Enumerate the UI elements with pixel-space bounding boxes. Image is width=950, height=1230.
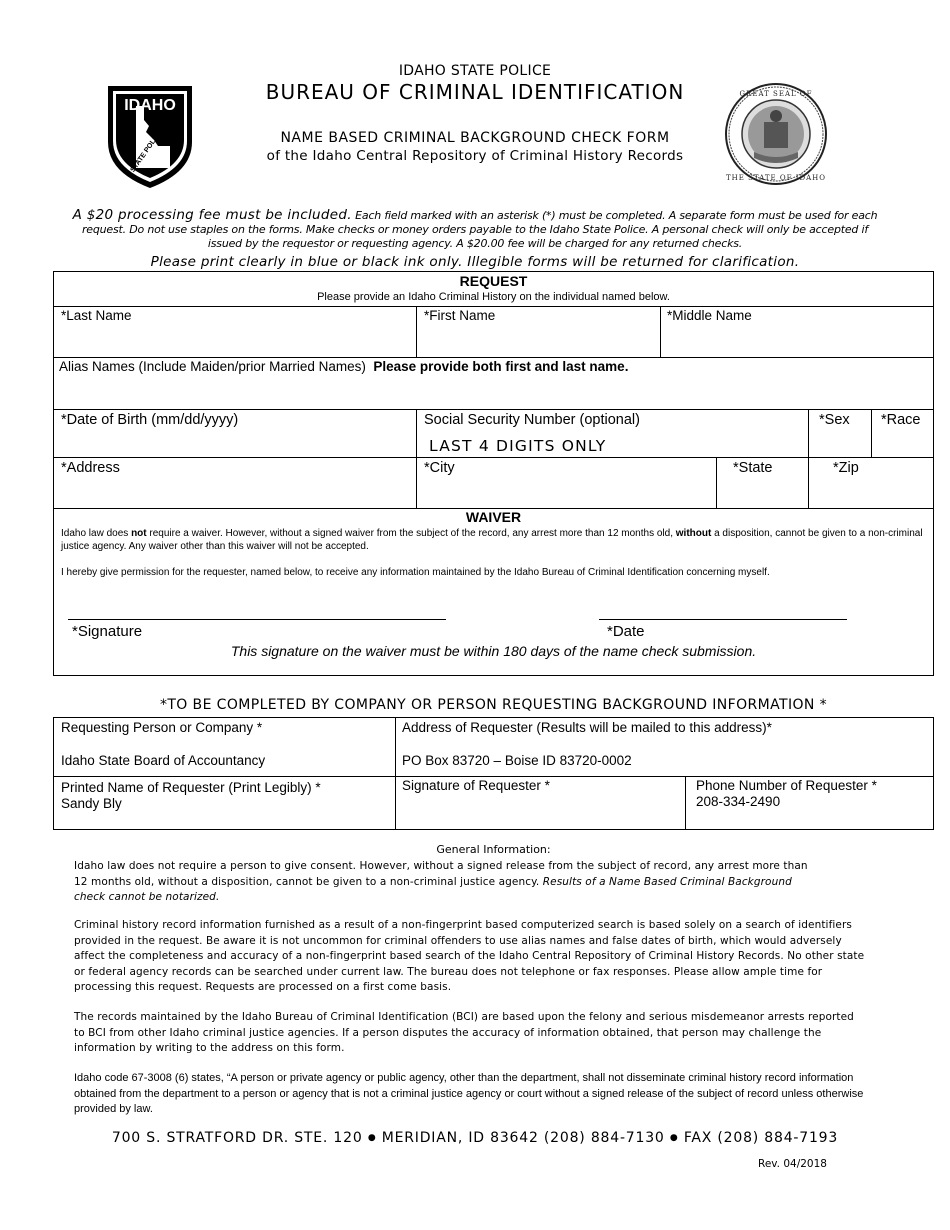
request-form-box [53, 271, 934, 676]
form-subtitle: of the Idaho Central Repository of Criminal History Records [266, 148, 684, 164]
fee-instructions [70, 208, 880, 251]
zip-field[interactable]: *Zip [833, 460, 859, 476]
bureau-title: BUREAU OF CRIMINAL IDENTIFICATION [265, 80, 685, 104]
state-field[interactable]: *State [733, 460, 773, 476]
waiver-paragraph-2: I hereby give permission for the requester, named below, to receive any information maintained by the Idaho Bureau of Criminal Identification concerning myself. [61, 567, 770, 578]
svg-text:THE STATE OF IDAHO: THE STATE OF IDAHO [726, 174, 826, 182]
requesting-company-value[interactable]: Idaho State Board of Accountancy [61, 753, 266, 768]
sex-field[interactable]: *Sex [819, 412, 850, 428]
footer-address-line [0, 1130, 950, 1146]
phone-label: Phone Number of Requester * [696, 778, 877, 793]
footer-fax: FAX (208) 884-7193 [683, 1130, 839, 1146]
signature-line[interactable] [68, 619, 446, 620]
ssn-note: LAST 4 DIGITS ONLY [429, 437, 607, 455]
requester-address-value[interactable]: PO Box 83720 – Boise ID 83720-0002 [402, 753, 632, 768]
address-field[interactable]: *Address [61, 460, 120, 476]
date-label: *Date [607, 623, 645, 640]
city-field[interactable]: *City [424, 460, 455, 476]
printed-name-label: Printed Name of Requester (Print Legibly) * [61, 780, 321, 795]
requester-address-label: Address of Requester (Results will be mailed to this address)* [402, 720, 772, 735]
footer-street: 700 S. STRATFORD DR. STE. 120 [111, 1130, 363, 1146]
print-note: Please print clearly in blue or black ink only. Illegible forms will be returned for clarification. [150, 254, 800, 270]
form-title: NAME BASED CRIMINAL BACKGROUND CHECK FORM [280, 130, 670, 146]
middle-name-field[interactable]: *Middle Name [667, 308, 752, 323]
isp-badge-logo [102, 80, 198, 190]
race-field[interactable]: *Race [881, 412, 921, 428]
waiver-title: WAIVER [465, 509, 522, 525]
general-text-italic: Results of a Name Based Criminal Background check cannot be notarized. [74, 875, 792, 903]
general-text: Idaho law does not require a person to give consent. However, without a signed release from the subject of record, any arrest more than 12 months old, without a disposition, cannot be given to a non-criminal justice agency. [74, 860, 808, 888]
bullet-icon: ● [367, 1133, 377, 1143]
waiver-text-bold: without [675, 528, 712, 539]
bullet-icon: ● [669, 1133, 679, 1143]
fee-lead: A $20 processing fee must be included. [72, 207, 352, 223]
alias-label: Alias Names (Include Maiden/prior Married Names) [59, 359, 366, 374]
alias-names-field[interactable] [59, 359, 628, 374]
waiver-paragraph-1 [61, 527, 926, 553]
last-name-field[interactable]: *Last Name [61, 308, 132, 323]
requesting-company-label: Requesting Person or Company * [61, 720, 263, 735]
requester-signature-field[interactable]: Signature of Requester * [402, 778, 550, 793]
printed-name-value[interactable]: Sandy Bly [61, 796, 122, 811]
general-paragraph-2: Criminal history record information furnished as a result of a non-fingerprint based computerized search is based solely on a search of identifiers provided in the request. Be aware it is not uncommon for criminal offenders to use alias names and false dates of birth, which would adversely affect the completeness and accuracy of a non-fingerprint based search of the Idaho Central Repository of Criminal History Records. No other state or federal agency records can be searched under current law. The bureau does not telephone or fax responses. Please allow ample time for processing this request. Requests are processed on a first come basis. [74, 919, 865, 993]
first-name-field[interactable]: *First Name [424, 308, 496, 323]
waiver-text: a disposition, cannot be given to a non-criminal justice agency. Any waiver other than this waiver will not be accepted. [61, 528, 923, 552]
svg-text:GREAT SEAL OF: GREAT SEAL OF [739, 90, 813, 98]
agency-name: IDAHO STATE POLICE [398, 63, 552, 79]
general-paragraph-4: Idaho code 67-3008 (6) states, “A person or private agency or public agency, other than the department, shall not disseminate criminal history record information obtained from the department to a person or agency that is not a criminal justice agency or court without a signed release of the subject of record unless otherwise provided by law. [74, 1072, 864, 1115]
general-info-title: General Information: [436, 843, 551, 856]
requester-heading: *TO BE COMPLETED BY COMPANY OR PERSON REQUESTING BACKGROUND INFORMATION * [159, 697, 828, 713]
ssn-field[interactable]: Social Security Number (optional) [424, 412, 640, 428]
footer-city-phone: MERIDIAN, ID 83642 (208) 884-7130 [381, 1130, 665, 1146]
fee-rest: Each field marked with an asterisk (*) must be completed. A separate form must be used for each request. Do not use staples on the forms. Make checks or money orders payable to the Idaho State Police. A personal check will only be accepted if issued by the requestor or requesting agency. A $20.00 fee will be charged for any returned checks. [81, 209, 878, 250]
date-line[interactable] [599, 619, 847, 620]
alias-bold-note: Please provide both first and last name. [373, 359, 629, 374]
request-subtitle: Please provide an Idaho Criminal History on the individual named below. [317, 291, 670, 303]
general-paragraph-1 [74, 859, 814, 906]
general-paragraph-3: The records maintained by the Idaho Bureau of Criminal Identification (BCI) are based upon the felony and serious misdemeanor arrests reported to BCI from other Idaho criminal justice agencies. If a person disputes the accuracy of information obtained, that person may challenge the information by writing to the address on this form. [74, 1011, 854, 1054]
dob-field[interactable]: *Date of Birth (mm/dd/yyyy) [61, 412, 239, 428]
waiver-text: require a waiver. However, without a signed waiver from the subject of the record, any arrest more than 12 months old, [146, 528, 676, 539]
waiver-text: Idaho law does [61, 528, 132, 539]
revision-date: Rev. 04/2018 [758, 1158, 827, 1170]
request-title: REQUEST [459, 273, 528, 289]
idaho-state-seal [724, 82, 828, 186]
badge-text-side: STATE POLICE [129, 128, 164, 174]
signature-label: *Signature [72, 623, 143, 640]
phone-value[interactable]: 208-334-2490 [696, 794, 781, 809]
badge-text-top: IDAHO [124, 97, 176, 114]
waiver-180-day-note: This signature on the waiver must be within 180 days of the name check submission. [230, 643, 757, 659]
waiver-text-bold: not [131, 528, 147, 539]
